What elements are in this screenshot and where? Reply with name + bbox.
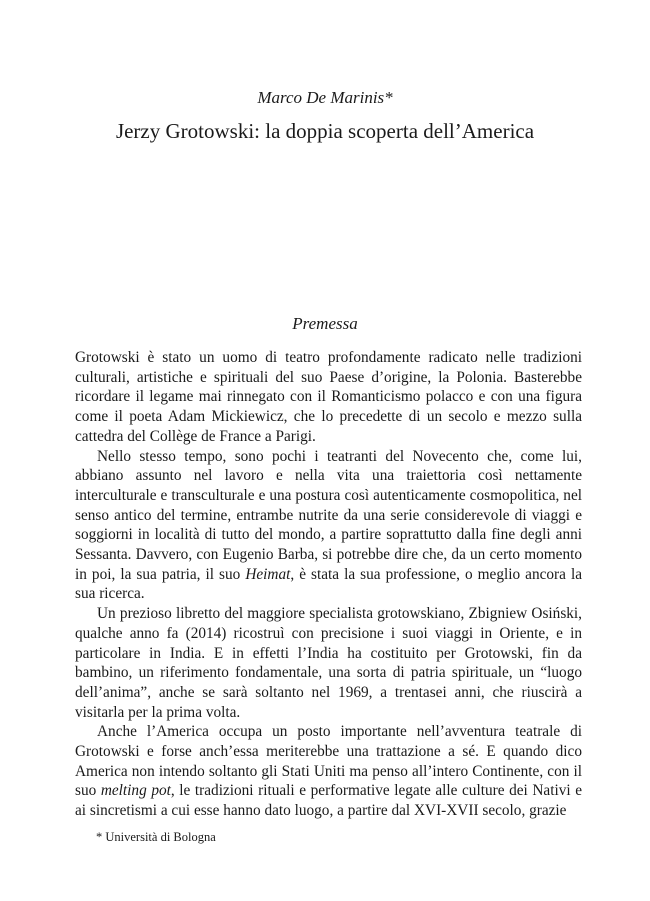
paragraph-text: Anche l’America occupa un posto importante nell’avventura teatrale di Grotowski e forse anch’essa meriterebbe una trattazione a sé. E quando dico America non intendo soltanto gli Stati Uniti ma penso all’intero Continente, con il suo [75,723,582,800]
paragraph-text: , è stata la sua professione, o meglio ancora la sua ricerca. [75,565,582,603]
footnote: * Università di Bologna [96,830,216,844]
body-text [75,348,582,821]
paragraph: Un prezioso libretto del maggiore specialista grotowskiano, Zbigniew Osiński, qualche anno fa (2014) ricostruì con precisione i suoi viaggi in Oriente, e in particolare in India. E in effetti l’India ha costituito per Grotowski, fin da bambino, un riferimento fondamentale, una sorta di patria spirituale, un “luogo dell’anima”, anche se sarà soltanto nel 1969, a trentasei anni, che riuscirà a visitarla per la prima volta. [75,605,582,721]
paragraph: Grotowski è stato un uomo di teatro profondamente radicato nelle tradizioni culturali, artistiche e spirituali del suo Paese d’origine, la Polonia. Basterebbe ricordare il legame mai rinnegato con il Romanticismo polacco e con una figura come il poeta Adam Mickiewicz, che lo precedette di un secolo e mezzo sulla cattedra del Collège de France a Parigi. [75,349,582,445]
paragraph-text: Nello stesso tempo, sono pochi i teatranti del Novecento che, come lui, abbiano assunto nel lavoro e nella vita una traiettoria così nettamente interculturale e transculturale e una postura così autenticamente cosmopolitica, nel senso antico del termine, entrambe nutrite da una serie considerevole di viaggi e soggiorni in località di tutto del mondo, a partire soprattutto dalla fine degli anni Sessanta. Davvero, con Eugenio Barba, si potrebbe dire che, da un certo momento in poi, la sua patria, il suo [75,447,582,583]
paragraph-text: , le tradizioni rituali e performative legate alle culture dei Nativi e ai sincretismi a cui esse hanno dato luogo, a partire dal XVI-XVII secolo, grazie [75,782,582,820]
paragraph [75,722,582,821]
paragraph [75,447,582,605]
emphasized-term: melting pot [100,782,171,800]
author-name: Marco De Marinis* [257,88,393,107]
article-title: Jerzy Grotowski: la doppia scoperta dell’America [115,119,535,143]
emphasized-term: Heimat [245,565,291,583]
section-heading: Premessa [292,314,358,333]
